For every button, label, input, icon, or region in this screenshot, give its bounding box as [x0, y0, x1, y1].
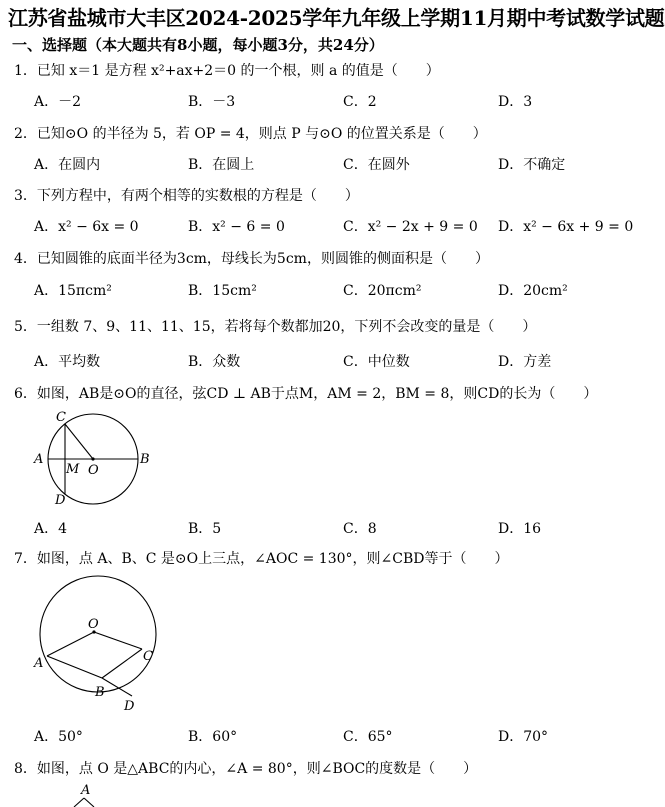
q5-option-a[interactable]: A．平均数 [34, 354, 101, 370]
figure-7-circle-diagram [28, 572, 168, 717]
q3-option-b[interactable]: B．x² − 6 = 0 [188, 219, 285, 235]
q7-option-b[interactable]: B．60° [188, 729, 238, 745]
fig8-label-a: A [81, 783, 91, 798]
q4-option-a[interactable]: A．15πcm² [34, 283, 112, 299]
question-4-stem: 4．已知圆锥的底面半径为3cm，母线长为5cm，则圆锥的侧面积是（ ） [14, 251, 489, 267]
q1-option-d[interactable]: D．3 [498, 94, 533, 110]
question-6-stem: 6．如图，AB是⊙O的直径，弦CD ⊥ AB于点M，AM = 2，BM = 8，则CD的长为（ ） [14, 386, 598, 402]
q1-option-a[interactable]: A．－2 [34, 94, 82, 110]
question-5-stem: 5．一组数 7、9、11、11、15，若将每个数都加20，下列不会改变的量是（ ） [14, 319, 537, 335]
fig6-label-m: M [66, 462, 80, 477]
q6-option-a[interactable]: A．4 [34, 521, 68, 537]
question-2-stem: 2．已知⊙O 的半径为 5，若 OP = 4，则点 P 与⊙O 的位置关系是（ ） [14, 126, 487, 142]
q7-option-d[interactable]: D．70° [498, 729, 549, 745]
fig7-label-d: D [124, 699, 135, 714]
page-title: 江苏省盐城市大丰区2024-2025学年九年级上学期11月期中考试数学试题 [8, 6, 665, 30]
q2-option-c[interactable]: C．在圆外 [343, 157, 410, 173]
section-heading: 一、选择题（本大题共有8小题，每小题3分，共24分） [12, 36, 384, 54]
fig6-label-d: D [55, 493, 66, 508]
q1-option-b[interactable]: B．－3 [188, 94, 236, 110]
figure-8-triangle-diagram [60, 780, 120, 807]
q4-option-b[interactable]: B．15cm² [188, 283, 257, 299]
q3-option-a[interactable]: A．x² − 6x = 0 [34, 219, 139, 235]
q5-option-b[interactable]: B．众数 [188, 354, 241, 370]
question-3-stem: 3．下列方程中，有两个相等的实数根的方程是（ ） [14, 188, 359, 204]
q3-option-d[interactable]: D．x² − 6x + 9 = 0 [498, 219, 634, 235]
q7-option-c[interactable]: C．65° [343, 729, 393, 745]
question-8-stem: 8．如图，点 O 是△ABC的内心，∠A = 80°，则∠BOC的度数是（ ） [14, 761, 478, 777]
q5-option-c[interactable]: C．中位数 [343, 354, 410, 370]
q6-option-c[interactable]: C．8 [343, 521, 377, 537]
fig6-label-c: C [56, 410, 66, 425]
q6-option-b[interactable]: B．5 [188, 521, 222, 537]
q4-option-d[interactable]: D．20cm² [498, 283, 568, 299]
fig6-label-b: B [140, 452, 150, 467]
q2-option-a[interactable]: A．在圆内 [34, 157, 101, 173]
q2-option-d[interactable]: D．不确定 [498, 157, 566, 173]
q6-option-d[interactable]: D．16 [498, 521, 542, 537]
fig7-label-c: C [143, 649, 153, 664]
fig6-label-o: O [88, 463, 99, 478]
fig6-label-a: A [34, 452, 44, 467]
q3-option-c[interactable]: C．x² − 2x + 9 = 0 [343, 219, 478, 235]
question-7-stem: 7．如图，点 A、B、C 是⊙O上三点，∠AOC = 130°，则∠CBD等于（ ） [14, 551, 509, 567]
fig7-label-b: B [95, 685, 105, 700]
q7-option-a[interactable]: A．50° [34, 729, 83, 745]
figure-6-circle-diagram [28, 405, 158, 510]
question-1-stem: 1．已知 x＝1 是方程 x²+ax+2＝0 的一个根，则 a 的值是（ ） [14, 63, 440, 79]
q4-option-c[interactable]: C．20πcm² [343, 283, 422, 299]
q2-option-b[interactable]: B．在圆上 [188, 157, 255, 173]
fig7-label-a: A [34, 656, 44, 671]
q1-option-c[interactable]: C．2 [343, 94, 377, 110]
fig7-label-o: O [88, 617, 99, 632]
q5-option-d[interactable]: D．方差 [498, 354, 552, 370]
